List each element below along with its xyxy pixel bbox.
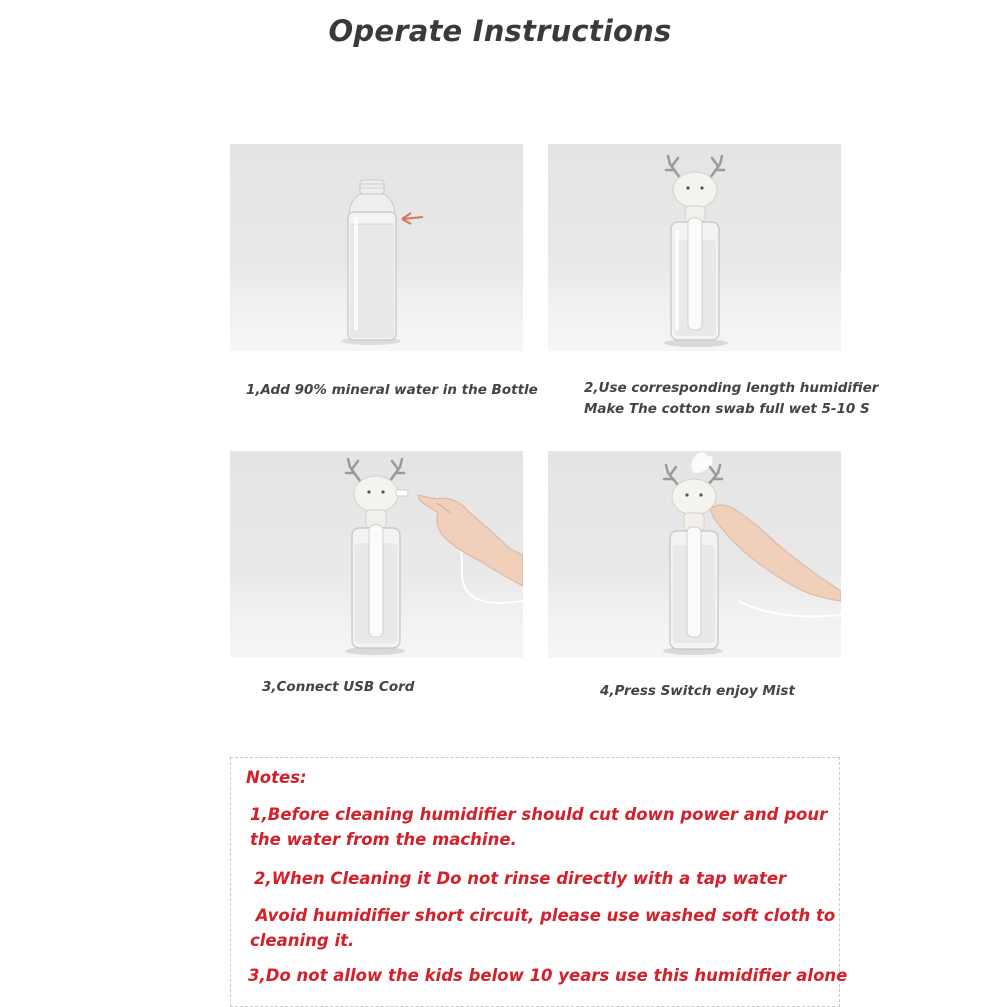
step-1-caption bbox=[246, 380, 538, 401]
note-line-3: 2,When Cleaning it Do not rinse directly with a tap water bbox=[254, 869, 787, 888]
note-line-1: 1,Before cleaning humidifier should cut down power and pour bbox=[250, 805, 828, 824]
note-line-6: 3,Do not allow the kids below 10 years use this humidifier alone bbox=[248, 966, 848, 985]
caption-line: 1,Add 90% mineral water in the Bottle bbox=[246, 382, 538, 398]
bottle-illustration bbox=[230, 144, 523, 351]
deer-humidifier-illustration bbox=[548, 144, 841, 351]
step-2-photo bbox=[548, 144, 841, 351]
step-3-photo bbox=[230, 451, 523, 658]
caption-line: 4,Press Switch enjoy Mist bbox=[600, 683, 795, 699]
step-2-caption bbox=[584, 378, 878, 420]
caption-line: 2,Use corresponding length humidifier bbox=[584, 380, 879, 396]
notes-heading: Notes: bbox=[246, 768, 307, 787]
arrow-icon bbox=[402, 213, 423, 224]
note-line-2: the water from the machine. bbox=[250, 830, 517, 849]
caption-line: 3,Connect USB Cord bbox=[262, 679, 415, 695]
mist-illustration bbox=[548, 451, 841, 658]
usb-connect-illustration bbox=[230, 451, 523, 658]
note-line-4: Avoid humidifier short circuit, please use washed soft cloth to bbox=[250, 906, 836, 925]
note-line-5: cleaning it. bbox=[250, 931, 355, 950]
step-4-caption bbox=[600, 681, 795, 702]
step-1-photo bbox=[230, 144, 523, 351]
caption-line: Make The cotton swab full wet 5-10 S bbox=[584, 401, 870, 417]
step-4-photo bbox=[548, 451, 841, 658]
step-3-caption bbox=[262, 677, 414, 698]
page-title: Operate Instructions bbox=[328, 14, 672, 48]
